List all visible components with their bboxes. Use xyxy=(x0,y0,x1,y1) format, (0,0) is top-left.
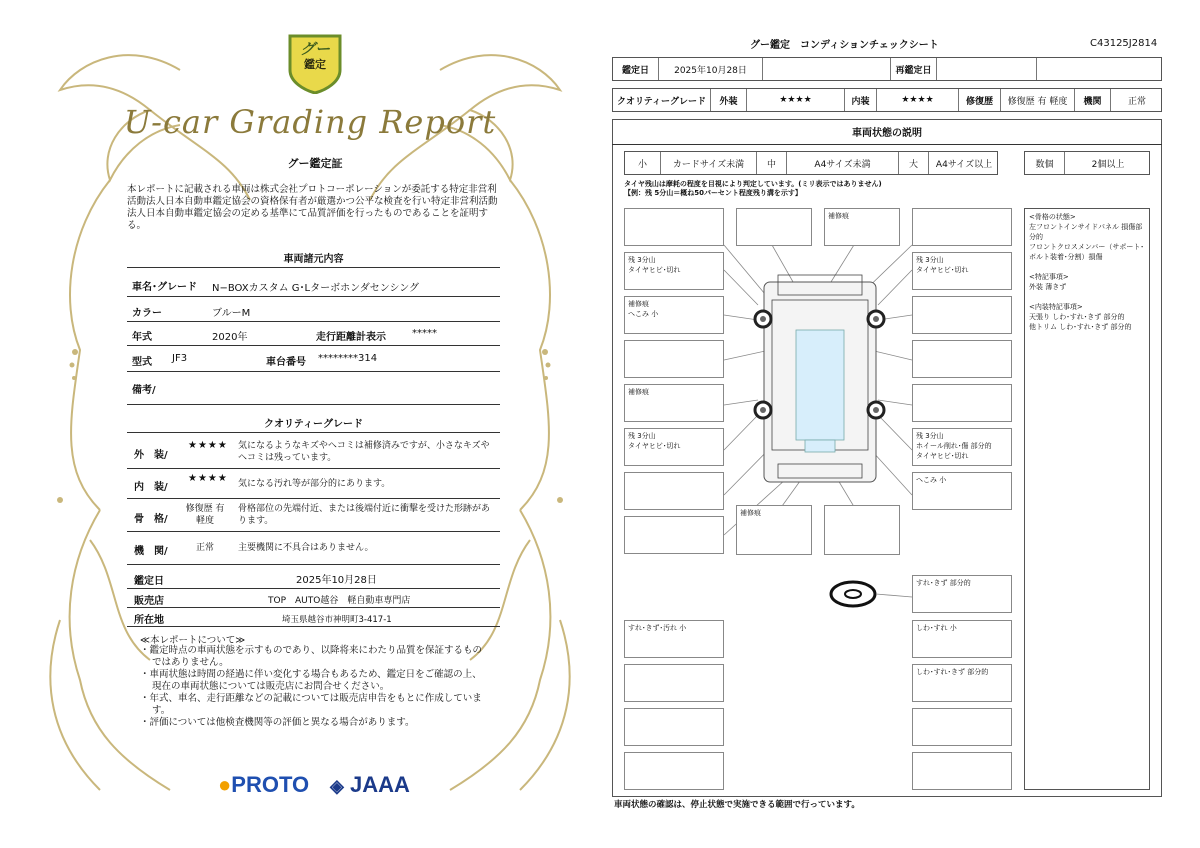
annotation-right-tire-front: 残 3分山 タイヤヒビ･切れ xyxy=(912,252,1012,290)
divider xyxy=(127,531,500,532)
legend-small-desc: カードサイズ未満 xyxy=(661,152,757,174)
name-label: 車名･グレード xyxy=(132,282,197,293)
divider xyxy=(127,432,500,433)
interior-text: 気になる汚れ等が部分的にあります。 xyxy=(238,479,391,489)
frame-label: 骨 格/ xyxy=(134,514,168,525)
divider xyxy=(127,321,500,322)
divider xyxy=(127,468,500,469)
annotation-repair-top: 補修痕 xyxy=(824,208,900,246)
annotation-box xyxy=(624,340,724,378)
tire-note-2: 【例：残 5分山＝概ね50パーセント程度残り溝を示す】 xyxy=(624,189,802,197)
annotation-box xyxy=(624,664,724,702)
chassis-label: 車台番号 xyxy=(266,357,306,368)
notes-line: 外装 薄きず xyxy=(1029,283,1067,291)
footer-note: 車両状態の確認は、停止状態で実施できる範囲で行っています。 xyxy=(614,800,860,810)
note-item: ・評価については他検査機関等の評価と異なる場合があります。 xyxy=(140,717,415,728)
mileage-value: ***** xyxy=(412,328,437,339)
divider xyxy=(127,296,500,297)
notes-list xyxy=(140,645,490,729)
mileage-label: 走行距離計表示 xyxy=(316,332,386,343)
name-value: N−BOXカスタム G･Lターボホンダセンシング xyxy=(212,283,420,294)
notes-spacer xyxy=(1029,262,1145,272)
annotation-box xyxy=(824,505,900,555)
appraisal-date-label: 鑑定日 xyxy=(134,576,164,587)
tire-note-1: タイヤ残山は摩耗の程度を目視により判定しています。(ミリ表示ではありません) xyxy=(624,180,882,188)
annotation-box xyxy=(736,208,812,246)
condition-title: 車両状態の説明 xyxy=(852,128,922,139)
sheet-title: グー鑑定 コンディションチェックシート xyxy=(750,40,939,51)
remarks-label: 備考/ xyxy=(132,385,156,396)
quality-title: クオリティーグレード xyxy=(264,419,363,430)
repair-label: 修復歴 xyxy=(959,89,1001,111)
annotation-box xyxy=(624,472,724,510)
divider xyxy=(127,345,500,346)
annotation-box xyxy=(912,752,1012,790)
legend-medium-desc: A4サイズ未満 xyxy=(787,152,899,174)
color-label: カラー xyxy=(132,308,162,319)
goo-badge xyxy=(286,32,344,94)
shop-value: TOP AUTO越谷 軽自動車専門店 xyxy=(268,596,411,606)
color-value: ブルーM xyxy=(212,308,251,319)
chassis-value: ********314 xyxy=(318,353,378,364)
interior-value: ★★★★ xyxy=(877,89,959,111)
divider xyxy=(127,588,500,589)
annotation-right-dent: へこみ 小 xyxy=(912,472,1012,510)
annotation-box xyxy=(624,516,724,554)
frame-grade: 修復歴 有 軽度 xyxy=(185,504,225,526)
exterior-label: 外装 xyxy=(711,89,747,111)
badge-logo: グー xyxy=(299,40,330,58)
annotation-box xyxy=(624,208,724,246)
address-value: 埼玉県越谷市神明町3-417-1 xyxy=(282,615,392,625)
condition-notes-panel xyxy=(1024,208,1150,790)
proto-logo-text: PROTO xyxy=(231,772,310,797)
annotation-right-tire-rear: 残 3分山 ホイール削れ･傷 部分的 タイヤヒビ･切れ xyxy=(912,428,1012,466)
annotation-box xyxy=(912,708,1012,746)
divider xyxy=(127,371,500,372)
frame-text: 骨格部位の先端付近、または後端付近に衝撃を受けた形跡があります。 xyxy=(238,504,491,526)
report-title: U-car Grading Report xyxy=(123,103,497,141)
address-label: 所在地 xyxy=(134,615,164,626)
annotation-box xyxy=(912,340,1012,378)
notes-line: 他トリム しわ･すれ･きず 部分的 xyxy=(1029,323,1132,331)
annotation-left-tire-front: 残 3分山 タイヤヒビ･切れ xyxy=(624,252,724,290)
note-item: ・年式、車名、走行距離などの記載については販売店申告をもとに作成しています。 xyxy=(140,693,482,716)
shop-label: 販売店 xyxy=(134,596,164,607)
notes-line: <内装特記事項> xyxy=(1029,303,1083,311)
engine-label: 機関 xyxy=(1075,89,1111,111)
repair-value: 修復歴 有 軽度 xyxy=(1001,89,1075,111)
specs-title: 車両諸元内容 xyxy=(283,254,344,265)
divider xyxy=(127,626,500,627)
model-value: JF3 xyxy=(172,353,188,364)
condition-check-sheet xyxy=(600,0,1200,848)
annotation-interior-right-1: しわ･すれ 小 xyxy=(912,620,1012,658)
certificate-body: 本レポートに記載される車両は株式会社プロトコーポレーションが委託する特定非営利活動法人日本自動車鑑定協会の資格保有者が厳選かつ公平な検査を行い特定非営利活動法人日本自動車鑑定協会の定める基準にて品質評価を行ったものであることを証明する。 xyxy=(127,184,498,231)
interior-label: 内 装/ xyxy=(134,482,168,493)
jaaa-mark-icon: ◈ xyxy=(330,776,344,796)
note-item: ・車両状態は時間の経過に伴い変化する場合もあるため、鑑定日をご確認の上、現在の車両状態については販売店にお問合せください。 xyxy=(140,669,482,692)
annotation-interior-right-2: しわ･すれ･きず 部分的 xyxy=(912,664,1012,702)
legend-medium: 中 xyxy=(757,152,787,174)
model-label: 型式 xyxy=(132,357,152,368)
sheet-id: C43125J2814 xyxy=(1090,38,1158,49)
notes-spacer xyxy=(1029,292,1145,302)
count-legend xyxy=(1024,151,1150,175)
notes-line: フロントクロスメンバー（サポート･ボルト装着･分割）損傷 xyxy=(1029,243,1144,261)
date-value: 2025年10月28日 xyxy=(659,58,763,80)
legend-large-desc: A4サイズ以上 xyxy=(935,159,993,170)
annotation-steering: すれ･きず 部分的 xyxy=(912,575,1012,613)
notes-title: ≪本レポートについて≫ xyxy=(140,635,246,646)
engine-grade: 正常 xyxy=(195,543,214,553)
annotation-box xyxy=(624,708,724,746)
annotation-repair-bottom: 補修痕 xyxy=(736,505,812,555)
exterior-label: 外 装/ xyxy=(134,450,168,461)
appraisal-date-value: 2025年10月28日 xyxy=(296,575,377,586)
divider xyxy=(127,564,500,565)
divider xyxy=(127,607,500,608)
divider xyxy=(127,404,500,405)
annotation-left-tire-rear: 残 3分山 タイヤヒビ･切れ xyxy=(624,428,724,466)
jaaa-logo xyxy=(330,772,410,798)
annotation-left-dent: 補修痕 へこみ 小 xyxy=(624,296,724,334)
annotation-box xyxy=(912,296,1012,334)
legend-large: 大 xyxy=(899,152,929,174)
notes-line: <特記事項> xyxy=(1029,273,1069,281)
year-label: 年式 xyxy=(132,332,152,343)
annotation-interior-left-1: すれ･きず･汚れ 小 xyxy=(624,620,724,658)
divider xyxy=(127,267,500,268)
engine-text: 主要機関に不具合はありません。 xyxy=(238,543,374,553)
reappraisal-label: 再鑑定日 xyxy=(891,58,937,80)
divider xyxy=(127,498,500,499)
certificate-title: グー鑑定証 xyxy=(287,157,343,170)
note-item: ・鑑定時点の車両状態を示すものであり、以降将来にわたり品質を保証するものではありません。 xyxy=(140,645,483,668)
notes-line: <骨格の状態> xyxy=(1029,213,1076,221)
proto-logo: ●PROTO xyxy=(218,772,310,797)
annotation-left-repair: 補修痕 xyxy=(624,384,724,422)
legend-count: 数個 xyxy=(1025,152,1065,174)
exterior-grade: ★★★★ xyxy=(188,440,228,451)
annotation-box xyxy=(912,208,1012,246)
annotation-box xyxy=(624,752,724,790)
interior-label: 内装 xyxy=(845,89,877,111)
notes-line: 天張り しわ･すれ･きず 部分的 xyxy=(1029,313,1125,321)
engine-label: 機 関/ xyxy=(134,546,168,557)
legend-count-desc: 2個以上 xyxy=(1091,159,1125,170)
badge-label: 鑑定 xyxy=(304,58,326,71)
steering-wheel-icon xyxy=(831,582,912,606)
date-label: 鑑定日 xyxy=(613,58,659,80)
exterior-text: 気になるようなキズやヘコミは補修済みですが、小さなキズやヘコミは残っています。 xyxy=(238,441,490,463)
engine-value: 正常 xyxy=(1127,96,1146,107)
quality-grade-label: クオリティーグレード xyxy=(613,89,711,111)
exterior-value: ★★★★ xyxy=(747,89,845,111)
annotation-box xyxy=(912,384,1012,422)
year-value: 2020年 xyxy=(212,332,248,343)
notes-line: 左フロントインサイドパネル 損傷部分的 xyxy=(1029,223,1143,241)
legend-small: 小 xyxy=(625,152,661,174)
jaaa-logo-text: JAAA xyxy=(349,772,410,797)
interior-grade: ★★★★ xyxy=(188,473,228,484)
